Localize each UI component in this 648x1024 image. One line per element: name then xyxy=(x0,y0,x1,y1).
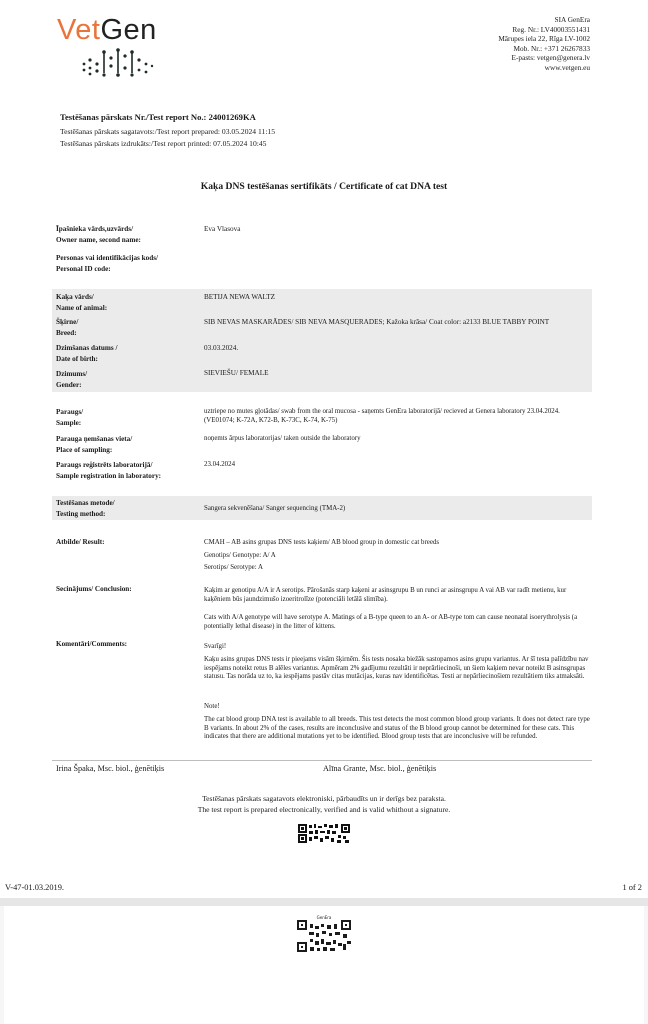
sampling-place-label: Parauga ņemšanas vieta/ Place of sampling: xyxy=(56,435,133,454)
conclusion-en-text: Cats with A/A genotype will have serotype A. Matings of a B-type queen to an A- or AB-type tom can cause neonatal isoerythrolysis (a potentially lethal disease) in the litter of kittens. xyxy=(204,614,578,630)
sampling-place-value: noņemts ārpus laboratorijas/ taken outside the laboratory xyxy=(204,435,361,442)
conclusion-lv-text: Kaķim ar genotipu A/A ir A serotips. Pārošanās starp kaķeni ar asinsgrupu B un runci ar asinsgrupu A vai AB var radīt metienu, kur kaķēniem būs jaundzimušo izoeritrolīze (potenciāli letālā slimība). xyxy=(204,587,567,603)
sample-value: uztriepe no mutes gļotādas/ swab from the oral mucosa - saņemts GenEra laboratorijā/ recieved at Genera laboratory 23.04.2024. (VE01074; K-72A, K72-B, K-73C, K-74, K-75) xyxy=(204,408,560,424)
testing-method-value: Sangera sekvenēšana/ Sanger sequencing (TMA-2) xyxy=(204,505,346,512)
report-page-2 xyxy=(4,906,644,1024)
dna-dots-logo-icon xyxy=(80,44,160,78)
company-phone: Mob. Nr.: +371 26267833 xyxy=(513,43,590,53)
sample-registration-label: Paraugs reģistrēts laboratorijā/ Sample registration in laboratory: xyxy=(56,461,162,480)
electronic-note-lv: Testēšanas pārskats sagatavots elektroniski, pārbaudīts un ir derīgs bez paraksta. xyxy=(202,794,446,803)
vetgen-logo: VetGen xyxy=(57,14,157,46)
gender-value: SIEVIEŠU/ FEMALE xyxy=(204,369,269,377)
certificate-title: Kaķa DNS testēšanas sertifikāts / Certificate of cat DNA test xyxy=(200,181,448,192)
breed-value: SIB NEVAS MASKARĀDES/ SIB NEVA MASQUERADES; Kažoka krāsa/ Coat color: a2133 BLUE TABBY POINT xyxy=(204,318,550,326)
company-info xyxy=(498,15,590,73)
result-label: Atbilde/ Result: xyxy=(56,538,105,546)
conclusion-label: Secinājums/ Conclusion: xyxy=(56,585,132,593)
signature-divider xyxy=(52,760,592,761)
breed-label: Šķirne/ Breed: xyxy=(56,318,79,337)
gender-label: Dzimums/ Gender: xyxy=(56,370,88,389)
qr-code-icon xyxy=(297,822,351,844)
testing-method-label: Testēšanas metode/ Testing method: xyxy=(56,499,115,518)
owner-name-label: Īpašnieka vārds,uzvārds/ Owner name, second name: xyxy=(56,225,141,244)
company-website: www.vetgen.eu xyxy=(544,62,590,72)
signature-right: Alīna Grante, Msc. biol., ģenētiķis xyxy=(323,764,437,773)
comments-en-heading: Note! xyxy=(204,703,220,710)
animal-name-label: Kaķa vārds/ Name of animal: xyxy=(56,293,108,312)
company-address: Mārupes iela 22, Rīga LV-1002 xyxy=(498,34,590,44)
signature-left: Irina Špaka, Msc. biol., ģenētiķis xyxy=(56,764,165,773)
page-number: 1 of 2 xyxy=(622,883,642,892)
form-version: V-47-01.03.2019. xyxy=(5,883,65,892)
company-reg: Reg. Nr.: LV40003551431 xyxy=(512,24,590,34)
report-number: Testēšanas pārskats Nr./Test report No.: 24001269KA xyxy=(60,112,256,122)
company-email: E-pasts: vetgen@genera.lv xyxy=(511,53,590,63)
company-name: SIA GenEra xyxy=(554,15,590,24)
sample-label: Paraugs/ Sample: xyxy=(56,408,84,427)
seal-text: GenEra xyxy=(316,915,332,920)
sample-registration-value: 23.04.2024 xyxy=(204,461,236,468)
dob-value: 03.03.2024. xyxy=(204,344,239,352)
owner-name-value: Eva Vlasova xyxy=(204,225,241,233)
comments-lv-text: Kaķu asins grupas DNS tests ir pieejams visām šķirnēm. Šis tests nosaka biežāk sastopamos asins grupu variantus. Ar šī testa palīdzību nav iespējams noteikt retus B alēles variantus. Apmēram 2% gadījumu rezultāti ir neprārliecinoši, un šiem kaķiem nevar noteikt B asinsgrupas statusu. Tas norāda uz to, ka iespējams pastāv citas mutācijas, kuras nav identificētas. Testi ar nepārliecinošiem rezultātiem tiks atmaksāti. xyxy=(204,656,589,681)
electronic-note-en: The test report is prepared electronically, verified and is valid whithout a signature. xyxy=(197,805,451,814)
report-prepared: Testēšanas pārskats sagatavots:/Test report prepared: 03.05.2024 11:15 xyxy=(60,127,276,136)
comments-lv-heading: Svarīgi! xyxy=(204,643,227,650)
dob-label: Dzimšanas datums / Date of birth: xyxy=(56,344,118,363)
comments-label: Komentāri/Comments: xyxy=(56,640,128,648)
seal-qr-icon xyxy=(296,914,352,954)
page-gap xyxy=(0,898,648,906)
result-text: CMAH – AB asins grupas DNS tests kaķiem/ AB blood group in domestic cat breeds Genotips/ Genotype: A/ A Serotips/ Serotype: A xyxy=(204,539,440,572)
report-printed: Testēšanas pārskats izdrukāts:/Test report printed: 07.05.2024 10:45 xyxy=(60,139,267,148)
animal-name-value: BETIJA NEWA WALTZ xyxy=(204,293,276,301)
personal-id-label: Personas vai identifikācijas kods/ Personal ID code: xyxy=(56,254,159,273)
comments-en-text: The cat blood group DNA test is available to all breeds. This test detects the most common blood group variants. It does not detect rare type B variants. In about 2% of the cases, results are inconclusive and status of the B blood group cannot be determined for these cats. This indicates that there are additional mutations yet to be identified. Blood group tests that are inconclusive will be refunded. xyxy=(204,716,590,741)
